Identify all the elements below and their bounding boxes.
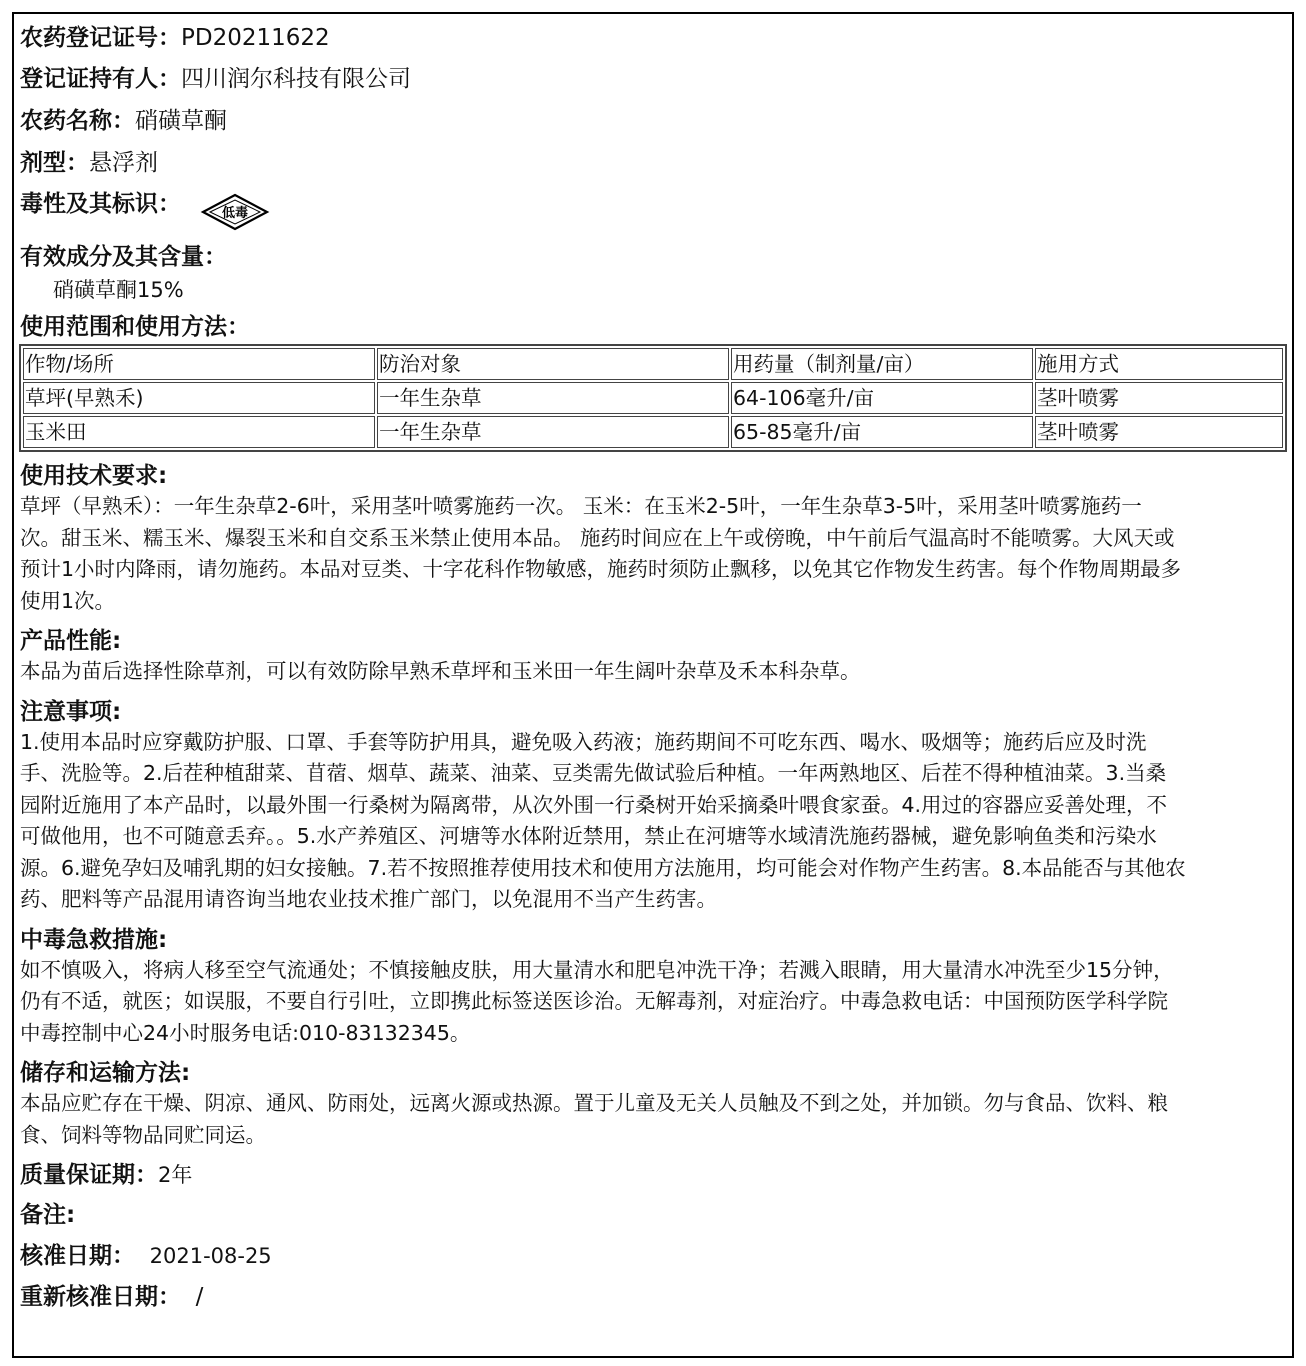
formulation-value: 悬浮剂 <box>89 150 158 176</box>
holder-value: 四川润尔科技有限公司 <box>181 66 411 92</box>
text-line: 手、洗脸等。2.后茬种植甜菜、苜蓿、烟草、蔬菜、油菜、豆类需先做试验后种植。一年两熟地区、后茬不得种植油菜。3.当桑 <box>20 761 1167 785</box>
table-row <box>23 416 1283 448</box>
text-line: 园附近施用了本产品时，以最外围一行桑树为隔离带，从次外围一行桑树开始采摘桑叶喂食家蚕。4.用过的容器应妥善处理，不 <box>20 792 1168 817</box>
usage-header-row <box>23 348 1283 380</box>
tech-heading: 使用技术要求: <box>20 463 168 489</box>
holder-label: 登记证持有人： <box>20 66 181 92</box>
notes-text <box>20 727 1286 916</box>
notes-heading: 注意事项: <box>20 698 122 725</box>
performance-text <box>20 656 1286 688</box>
label-content <box>20 20 1286 1313</box>
cell-dosage: 64-106毫升/亩 <box>731 382 1033 414</box>
shelf-life-label: 质量保证期： <box>20 1162 158 1188</box>
first-aid-heading: 中毒急救措施: <box>20 926 168 953</box>
text-line: 次。甜玉米、糯玉米、爆裂玉米和自交系玉米禁止使用本品。 施药时间应在上午或傍晚，中午前后气温高时不能喷雾。大风天或 <box>20 525 1175 550</box>
text-line: 1.使用本品时应穿戴防护服、口罩、手套等防护用具，避免吸入药液；施药期间不可吃东西、喝水、吸烟等；施药后应及时洗 <box>20 729 1147 754</box>
approval-date-label: 核准日期： <box>20 1243 135 1269</box>
formulation-row <box>20 148 1286 179</box>
cell-method: 茎叶喷雾 <box>1035 416 1283 448</box>
holder-row <box>20 64 1286 95</box>
text-line: 本品为苗后选择性除草剂，可以有效防除早熟禾草坪和玉米田一年生阔叶杂草及禾本科杂草。 <box>20 659 861 683</box>
header-crop: 作物/场所 <box>23 348 375 380</box>
name-label: 农药名称： <box>20 108 135 134</box>
text-line: 中毒控制中心24小时服务电话:010-83132345。 <box>20 1020 471 1045</box>
name-value: 硝磺草酮 <box>135 108 227 134</box>
text-line: 预计1小时内降雨，请勿施药。本品对豆类、十字花科作物敏感，施药时须防止飘移，以免其它作物发生药害。每个作物周期最多 <box>20 557 1182 581</box>
cell-target: 一年生杂草 <box>377 416 729 448</box>
shelf-life-value: 2年 <box>158 1163 193 1187</box>
text-line: 草坪（早熟禾）：一年生杂草2-6叶，采用茎叶喷雾施药一次。 玉米：在玉米2-5叶，一年生杂草3-5叶，采用茎叶喷雾施药一 <box>20 494 1142 518</box>
toxicity-label: 毒性及其标识： <box>20 191 181 217</box>
text-line: 药、肥料等产品混用请咨询当地农业技术推广部门，以免混用不当产生药害。 <box>20 887 717 911</box>
reapproval-date-row <box>20 1282 1286 1313</box>
header-dosage: 用药量（制剂量/亩） <box>731 348 1033 380</box>
first-aid-text <box>20 955 1286 1050</box>
reapproval-date-value: / <box>195 1284 204 1310</box>
label-document <box>12 12 1294 1358</box>
remarks-row <box>20 1200 1286 1231</box>
badge-text: 低毒 <box>222 206 249 221</box>
reapproval-date-label: 重新核准日期： <box>20 1284 181 1310</box>
toxicity-row <box>20 189 1286 233</box>
name-row <box>20 106 1286 137</box>
text-line: 如不慎吸入，将病人移至空气流通处；不慎接触皮肤，用大量清水和肥皂冲洗干净；若溅入眼睛，用大量清水冲洗至少15分钟， <box>20 957 1174 982</box>
text-line: 仍有不适，就医；如误服，不要自行引吐，立即携此标签送医诊治。无解毒剂，对症治疗。中毒急救电话：中国预防医学科学院 <box>20 989 1168 1013</box>
formulation-label: 剂型： <box>20 150 89 176</box>
cell-crop: 玉米田 <box>23 416 375 448</box>
shelf-life-row <box>20 1160 1286 1191</box>
low-toxicity-badge-icon <box>200 192 270 241</box>
header-method: 施用方式 <box>1035 348 1283 380</box>
tech-text <box>20 491 1286 617</box>
table-row <box>23 382 1283 414</box>
approval-date-row <box>20 1241 1286 1272</box>
text-line: 本品应贮存在干燥、阴凉、通风、防雨处，远离火源或热源。置于儿童及无关人员触及不到之处，并加锁。勿与食品、饮料、粮 <box>20 1091 1168 1115</box>
text-line: 食、饲料等物品同贮同运。 <box>20 1122 266 1147</box>
approval-date-value: 2021-08-25 <box>149 1244 272 1268</box>
storage-text <box>20 1088 1286 1151</box>
text-line: 使用1次。 <box>20 588 116 613</box>
remarks-label: 备注: <box>20 1202 76 1228</box>
reg-no-label: 农药登记证号： <box>20 25 181 51</box>
usage-heading: 使用范围和使用方法： <box>20 314 250 340</box>
cell-target: 一年生杂草 <box>377 382 729 414</box>
cell-crop: 草坪(早熟禾) <box>23 382 375 414</box>
text-line: 源。6.避免孕妇及哺乳期的妇女接触。7.若不按照推荐使用技术和使用方法施用，均可能会对作物产生药害。8.本品能否与其他农 <box>20 855 1186 880</box>
ingredient-heading: 有效成分及其含量： <box>20 244 227 270</box>
usage-table <box>19 344 1287 452</box>
performance-heading: 产品性能: <box>20 628 122 654</box>
ingredient-value: 硝磺草酮15% <box>53 278 184 302</box>
cell-dosage: 65-85毫升/亩 <box>731 416 1033 448</box>
cell-method: 茎叶喷雾 <box>1035 382 1283 414</box>
header-target: 防治对象 <box>377 348 729 380</box>
reg-no-value: PD20211622 <box>181 25 330 51</box>
text-line: 可做他用，也不可随意丢弃。。5.水产养殖区、河塘等水体附近禁用，禁止在河塘等水域清洗施药器械，避免影响鱼类和污染水 <box>20 824 1157 848</box>
storage-heading: 储存和运输方法: <box>20 1060 191 1086</box>
reg-no-row <box>20 23 1286 54</box>
